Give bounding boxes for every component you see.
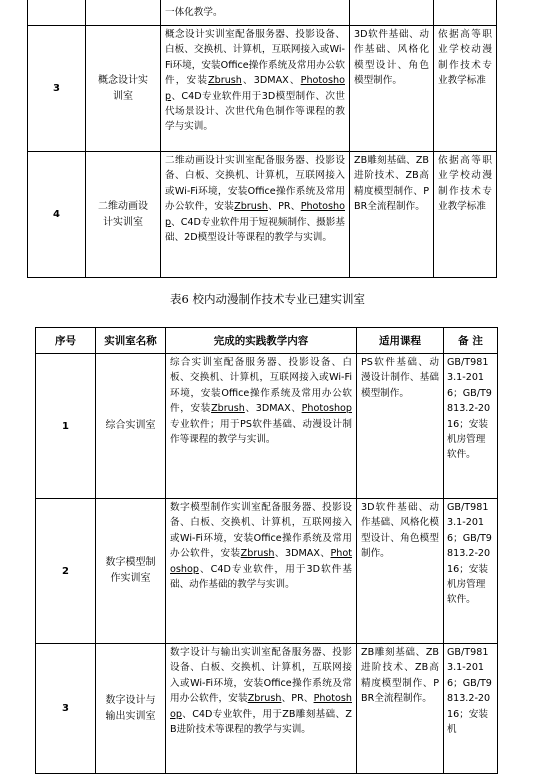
row-number: 1 xyxy=(36,354,96,499)
content-cell xyxy=(166,499,357,644)
content-cell: 一体化教学。 xyxy=(161,0,350,26)
software-name: Photoshop xyxy=(301,403,353,415)
content-text: 、3DMAX、 xyxy=(241,75,301,87)
row-number: 3 xyxy=(28,26,86,152)
software-name: Zbrush xyxy=(247,693,282,705)
content-text: 、3DMAX、 xyxy=(244,403,302,415)
software-name: Zbrush xyxy=(208,75,242,87)
software-name: Photoshop xyxy=(165,201,346,228)
content-text: 、C4D专业软件，用于ZB雕刻基础、ZB进阶技术等课程的教学与实训。 xyxy=(170,708,352,736)
row-number: 3 xyxy=(36,644,96,774)
course-cell: 3D软件基础、动作基础、风格化模型设计、角色模型制作。 xyxy=(357,499,444,644)
bottom-table xyxy=(35,327,498,774)
course-cell: ZB雕刻基础、ZB进阶技术、ZB高精度模型制作、PBR全流程制作。 xyxy=(350,152,434,278)
content-text: 、C4D专业软件，用于3D软件基础、动作基础的教学与实训。 xyxy=(170,563,352,591)
table-caption: 表6 校内动漫制作技术专业已建实训室 xyxy=(170,292,365,306)
content-cell xyxy=(161,26,350,152)
table-row xyxy=(36,499,498,644)
course-cell: ZB雕刻基础、ZB进阶技术、ZB高精度模型制作、PBR全流程制作。 xyxy=(357,644,444,774)
header-note: 备 注 xyxy=(444,328,498,354)
room-name: 数字模型制作实训室 xyxy=(96,499,166,644)
row-number: 4 xyxy=(28,152,86,278)
content-text: 概念设计实训室配备服务器、投影设备、白板、交换机、计算机，互联网接入或Wi-Fi环境，安装Office操作系统及常用办公软件，安装 xyxy=(165,29,345,87)
table-row xyxy=(28,26,497,152)
room-name: 数字设计与输出实训室 xyxy=(96,644,166,774)
software-name: Photoshop xyxy=(170,693,353,720)
top-table xyxy=(27,0,497,278)
content-text: 、C4D专业软件用于3D模型制作、次世代场景设计、次世代角色制作等课程的教学与实训。 xyxy=(165,90,345,133)
software-name: Photoshop xyxy=(165,75,345,102)
table-row xyxy=(36,354,498,499)
room-name: 综合实训室 xyxy=(96,354,166,499)
header-num: 序号 xyxy=(36,328,96,354)
header-room: 实训室名称 xyxy=(96,328,166,354)
table-row xyxy=(28,152,497,278)
row-number: 2 xyxy=(36,499,96,644)
table-row xyxy=(36,644,498,774)
content-text: 数字设计与输出实训室配备服务器、投影设备、白板、交换机、计算机，互联网接入或Wi-Fi环境，安装Office操作系统及常用办公软件，安装 xyxy=(170,647,352,705)
room-name: 二维动画设计实训室 xyxy=(86,152,161,278)
software-name: Zbrush xyxy=(234,201,268,213)
content-cell xyxy=(166,354,357,499)
content-text: 综合实训室配备服务器、投影设备、白板、交换机、计算机，互联网接入或Wi-Fi环境，安装Office操作系统及常用办公软件，安装 xyxy=(170,357,352,415)
room-name: 概念设计实训室 xyxy=(86,26,161,152)
table-row xyxy=(28,0,497,26)
content-text: 、3DMAX、 xyxy=(274,548,331,560)
header-course: 适用课程 xyxy=(357,328,444,354)
content-cell xyxy=(161,152,350,278)
content-text: 专业软件；用于PS软件基础、动漫设计制作等课程的教学与实训。 xyxy=(170,418,352,446)
note-cell: 依据高等职业学校动漫制作技术专业教学标准 xyxy=(434,152,497,278)
software-name: Zbrush xyxy=(211,403,245,415)
header-row xyxy=(36,328,498,354)
content-cell xyxy=(166,644,357,774)
note-cell: 依据高等职业学校动漫制作技术专业教学标准 xyxy=(434,26,497,152)
header-content: 完成的实践教学内容 xyxy=(166,328,357,354)
course-cell: 3D软件基础、动作基础、风格化模型设计、角色模型制作。 xyxy=(350,26,434,152)
content-text: 、C4D专业软件用于短视频制作、摄影基础、2D模型设计等课程的教学与实训。 xyxy=(165,216,345,244)
note-cell: GB/T9813.1-2016；GB/T9813.2-2016；安装机房管理软件。 xyxy=(444,354,498,499)
software-name: Photoshop xyxy=(170,548,353,575)
content-text: 、PR、 xyxy=(281,693,314,705)
note-cell: GB/T9813.1-2016；GB/T9813.2-2016；安装机房管理软件。 xyxy=(444,499,498,644)
note-cell: GB/T9813.1-2016；GB/T9813.2-2016；安装机 xyxy=(444,644,498,774)
course-cell: PS软件基础、动漫设计制作、基础模型制作。 xyxy=(357,354,444,499)
content-text: 、PR、 xyxy=(267,201,301,213)
software-name: Zbrush xyxy=(240,548,275,560)
content-text: 数字模型制作实训室配备服务器、投影设备、白板、交换机、计算机，互联网接入或Wi-Fi环境，安装Office操作系统及常用办公软件，安装 xyxy=(170,502,352,560)
content-text: 二维动画设计实训室配备服务器、投影设备、白板、交换机、计算机，互联网接入或Wi-Fi环境，安装Office操作系统及常用办公软件，安装 xyxy=(165,155,345,213)
